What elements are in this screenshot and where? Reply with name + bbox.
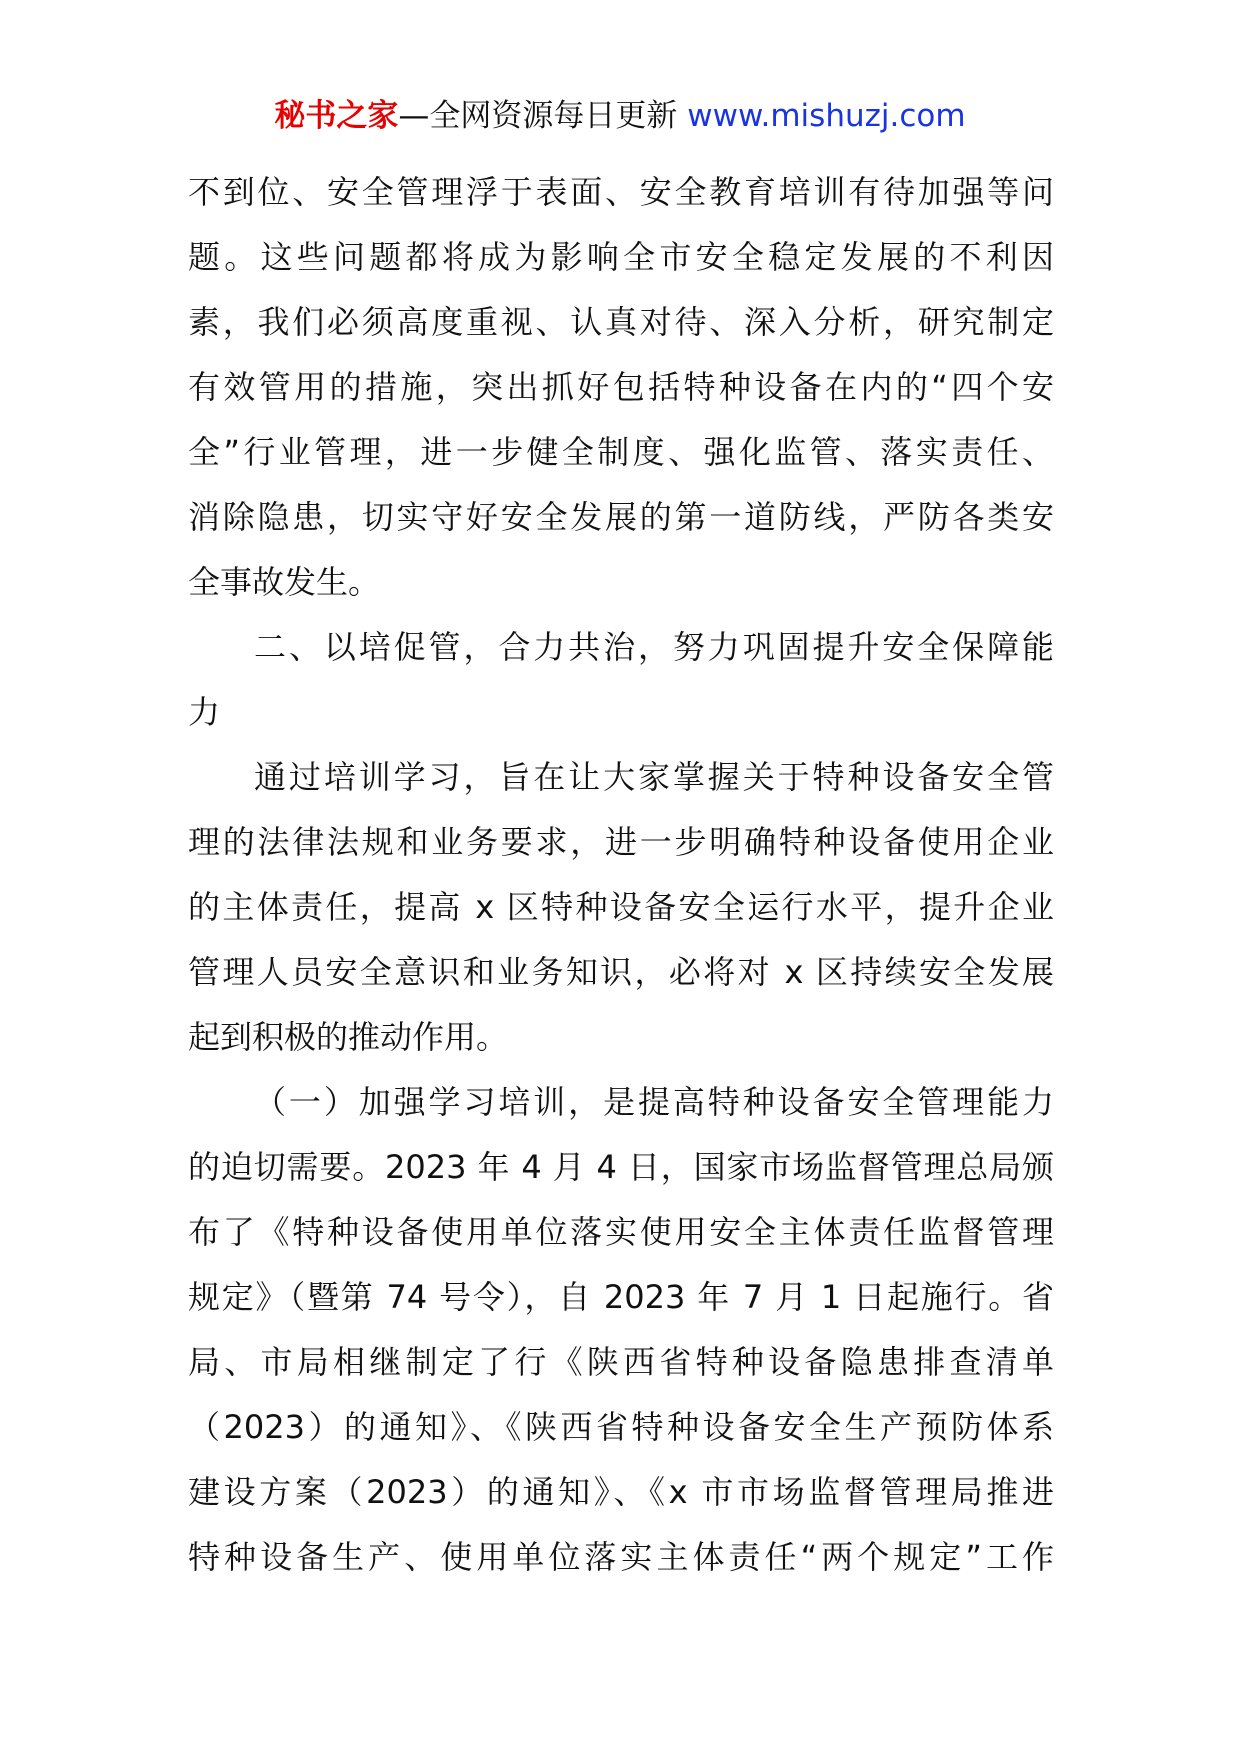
section-heading-line: 二、以培促管，合力共治，努力巩固提升安全保障能 — [254, 628, 1054, 666]
text-line: 局、市局相继制定了行《陕西省特种设备隐患排查清单 — [188, 1343, 1054, 1381]
text-line: 全事故发生。 — [188, 563, 381, 601]
site-slogan: 全网资源每日更新 — [429, 98, 678, 134]
text-line: 管理人员安全意识和业务知识，必将对 x 区持续安全发展 — [188, 953, 1054, 991]
header-dash: — — [398, 98, 430, 134]
text-line: 的主体责任，提高 x 区特种设备安全运行水平，提升企业 — [188, 888, 1054, 926]
section-heading-line: 力 — [188, 693, 221, 731]
text-line: 不到位、安全管理浮于表面、安全教育培训有待加强等问 — [188, 173, 1054, 211]
text-line: 有效管用的措施，突出抓好包括特种设备在内的“四个安 — [188, 368, 1054, 406]
text-line: 布了《特种设备使用单位落实使用安全主体责任监督管理 — [188, 1213, 1054, 1251]
text-line: 全”行业管理，进一步健全制度、强化监管、落实责任、 — [188, 433, 1054, 471]
text-line: 建设方案（2023）的通知》、《x 市市场监督管理局推进 — [188, 1473, 1054, 1511]
text-line: 题。这些问题都将成为影响全市安全稳定发展的不利因 — [188, 238, 1054, 276]
text-line: 通过培训学习，旨在让大家掌握关于特种设备安全管 — [254, 758, 1054, 796]
site-header — [0, 98, 1240, 135]
text-line: 的迫切需要。2023 年 4 月 4 日，国家市场监督管理总局颁 — [188, 1148, 1054, 1186]
text-line: （2023）的通知》、《陕西省特种设备安全生产预防体系 — [188, 1408, 1054, 1446]
text-line: 消除隐患，切实守好安全发展的第一道防线，严防各类安 — [188, 498, 1054, 536]
text-line: 起到积极的推动作用。 — [188, 1018, 509, 1056]
text-line: 素，我们必须高度重视、认真对待、深入分析，研究制定 — [188, 303, 1054, 341]
text-line: 规定》（暨第 74 号令），自 2023 年 7 月 1 日起施行。省 — [188, 1278, 1054, 1316]
document-body — [188, 160, 1054, 1590]
site-brand: 秘书之家 — [274, 98, 399, 134]
text-line: 特种设备生产、使用单位落实主体责任“两个规定”工作 — [188, 1538, 1054, 1576]
text-line: （一）加强学习培训，是提高特种设备安全管理能力 — [254, 1083, 1054, 1121]
text-line: 理的法律法规和业务要求，进一步明确特种设备使用企业 — [188, 823, 1054, 861]
site-url-link[interactable]: www.mishuzj.com — [687, 98, 966, 134]
